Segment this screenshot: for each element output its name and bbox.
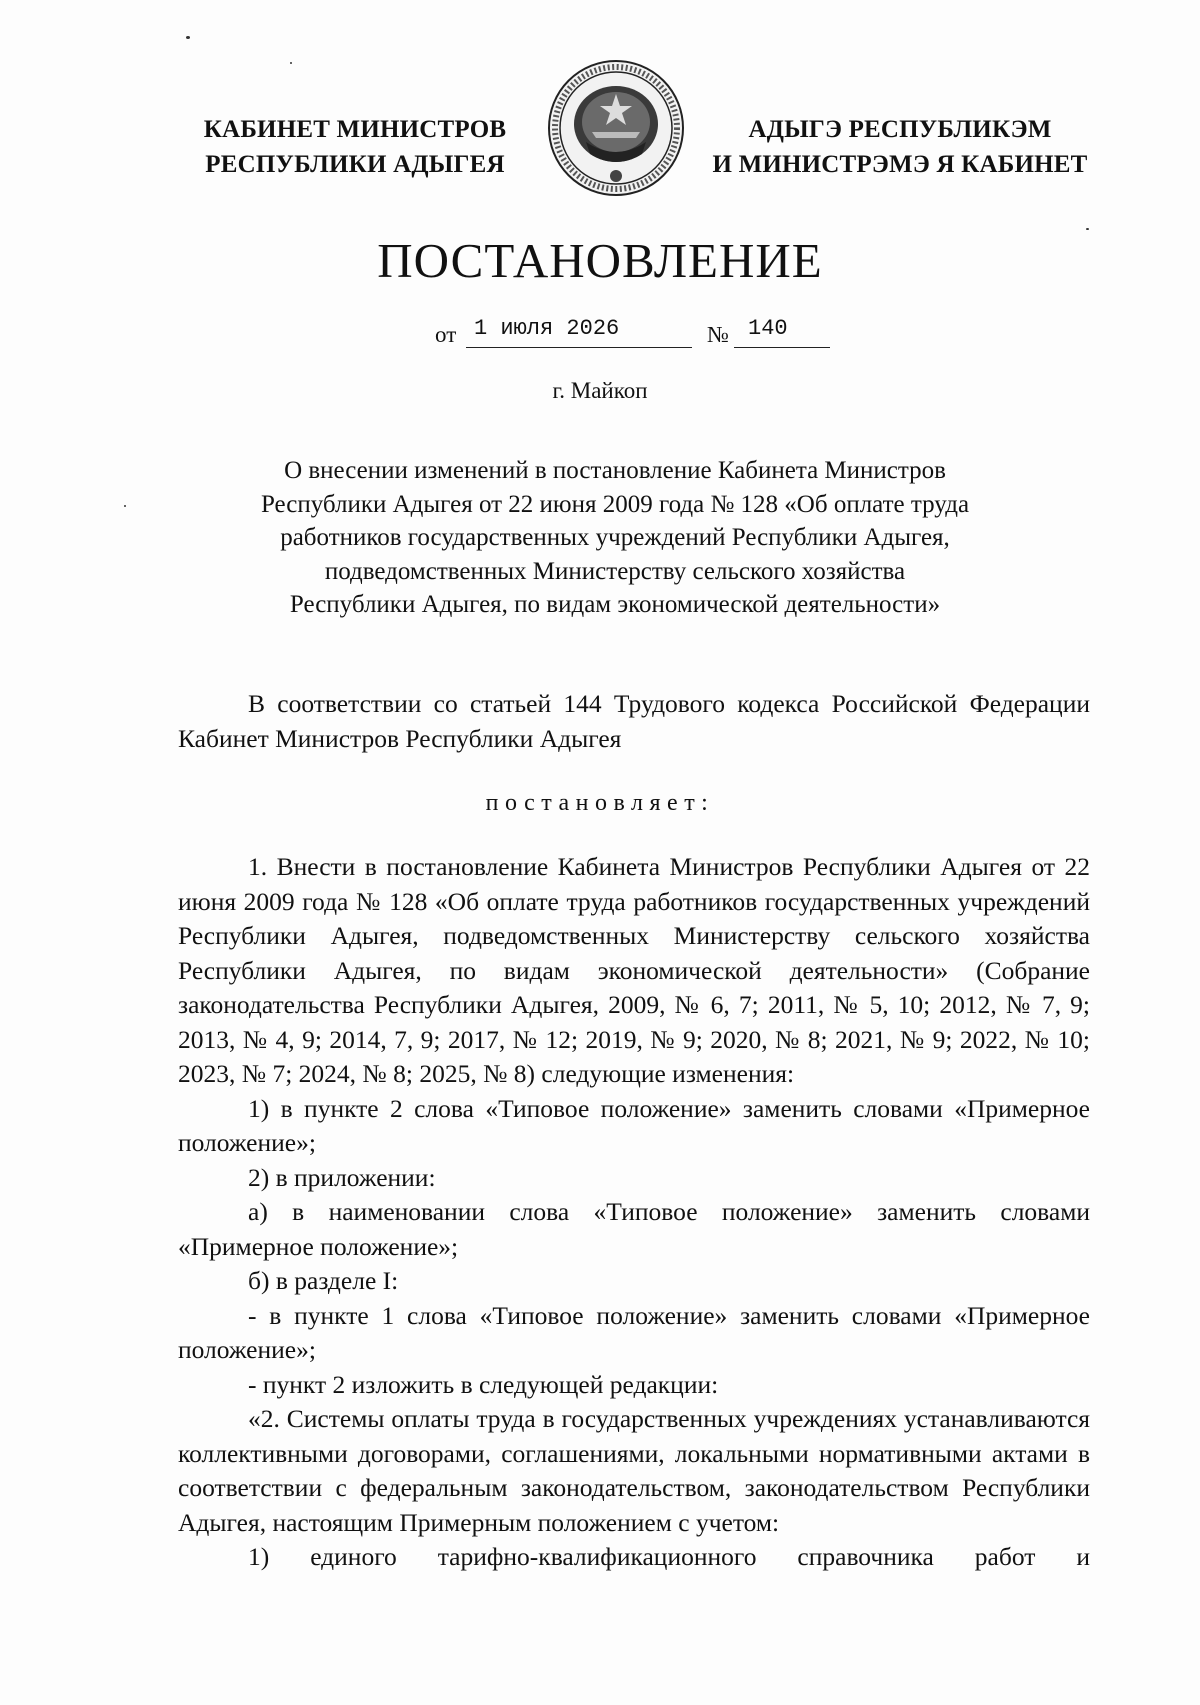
paragraph: а) в наименовании слова «Типовое положение» заменить словами «Примерное положение»;: [178, 1197, 1090, 1261]
paragraph: 1. Внести в постановление Кабинета Министров Республики Адыгея от 22 июня 2009 года № 128 «Об оплате труда работников государственных учреждений Республики Адыгея, подведомственных Министерству сельского хозяйства Республики Адыгея, по видам экономической деятельности» (Собрание законодательства Республики Адыгея, 2009, № 6, 7; 2011, № 5, 10; 2012, № 7, 9; 2013, № 4, 9; 2014, 7, 9; 2017, № 12; 2019, № 9; 2020, № 8; 2021, № 9; 2022, № 10; 2023, № 7; 2024, № 8; 2025, № 8) следующие изменения:: [178, 852, 1090, 1088]
paragraph: 1) единого тарифно-квалификационного справочника работ и: [248, 1542, 1090, 1571]
paragraph: б) в разделе I:: [248, 1266, 399, 1295]
header-right: [700, 112, 1100, 182]
scan-speck: [1086, 228, 1089, 230]
main-text: [178, 850, 1090, 1575]
header-left: [190, 112, 520, 182]
header-right-line-2: И МИНИСТРЭМЭ Я КАБИНЕТ: [712, 151, 1088, 178]
header-right-line-1: АДЫГЭ РЕСПУБЛИКЭМ: [748, 116, 1052, 143]
preamble: [178, 687, 1090, 756]
coat-of-arms-seal: [546, 58, 686, 198]
preamble-text: В соответствии со статьей 144 Трудового кодекса Российской Федерации Кабинет Министров Республики Адыгея: [178, 689, 1090, 753]
scan-speck: [290, 62, 292, 64]
subject-line: подведомственных Министерству сельского хозяйства: [324, 557, 906, 585]
decree-word: постановляет:: [485, 790, 715, 816]
date-prefix: от: [435, 322, 457, 347]
subject-line: работников государственных учреждений Республики Адыгея,: [280, 524, 950, 551]
document-subject: [200, 454, 1030, 622]
document-date: 1 июля 2026: [466, 316, 692, 348]
document-title: ПОСТАНОВЛЕНИЕ: [377, 233, 823, 288]
header-left-line-1: КАБИНЕТ МИНИСТРОВ: [203, 116, 507, 143]
scan-speck: [186, 36, 190, 39]
subject-line: Республики Адыгея, по видам экономической деятельности»: [289, 591, 941, 618]
scan-speck: [124, 505, 126, 507]
paragraph: «2. Системы оплаты труда в государственных учреждениях устанавливаются коллективными договорами, соглашениями, локальными нормативными актами в соответствии с федеральным законодательством, законодательством Республики Адыгея, настоящим Примерным положением с учетом:: [178, 1404, 1090, 1537]
subject-line: О внесении изменений в постановление Кабинета Министров: [284, 457, 946, 484]
number-sign: №: [707, 322, 729, 347]
city: г. Майкоп: [552, 378, 648, 403]
paragraph: 1) в пункте 2 слова «Типовое положение» заменить словами «Примерное положение»;: [178, 1093, 1090, 1157]
paragraph: 2) в приложении:: [248, 1162, 436, 1192]
paragraph: - в пункте 1 слова «Типовое положение» заменить словами «Примерное положение»;: [178, 1300, 1090, 1364]
date-number-line: [0, 316, 1200, 352]
document-number: 140: [734, 316, 830, 348]
subject-line: Республики Адыгея от 22 июня 2009 года № 128 «Об оплате труда: [260, 490, 970, 518]
paragraph: - пункт 2 изложить в следующей редакции:: [248, 1369, 719, 1399]
header-left-line-2: РЕСПУБЛИКИ АДЫГЕЯ: [205, 151, 505, 178]
